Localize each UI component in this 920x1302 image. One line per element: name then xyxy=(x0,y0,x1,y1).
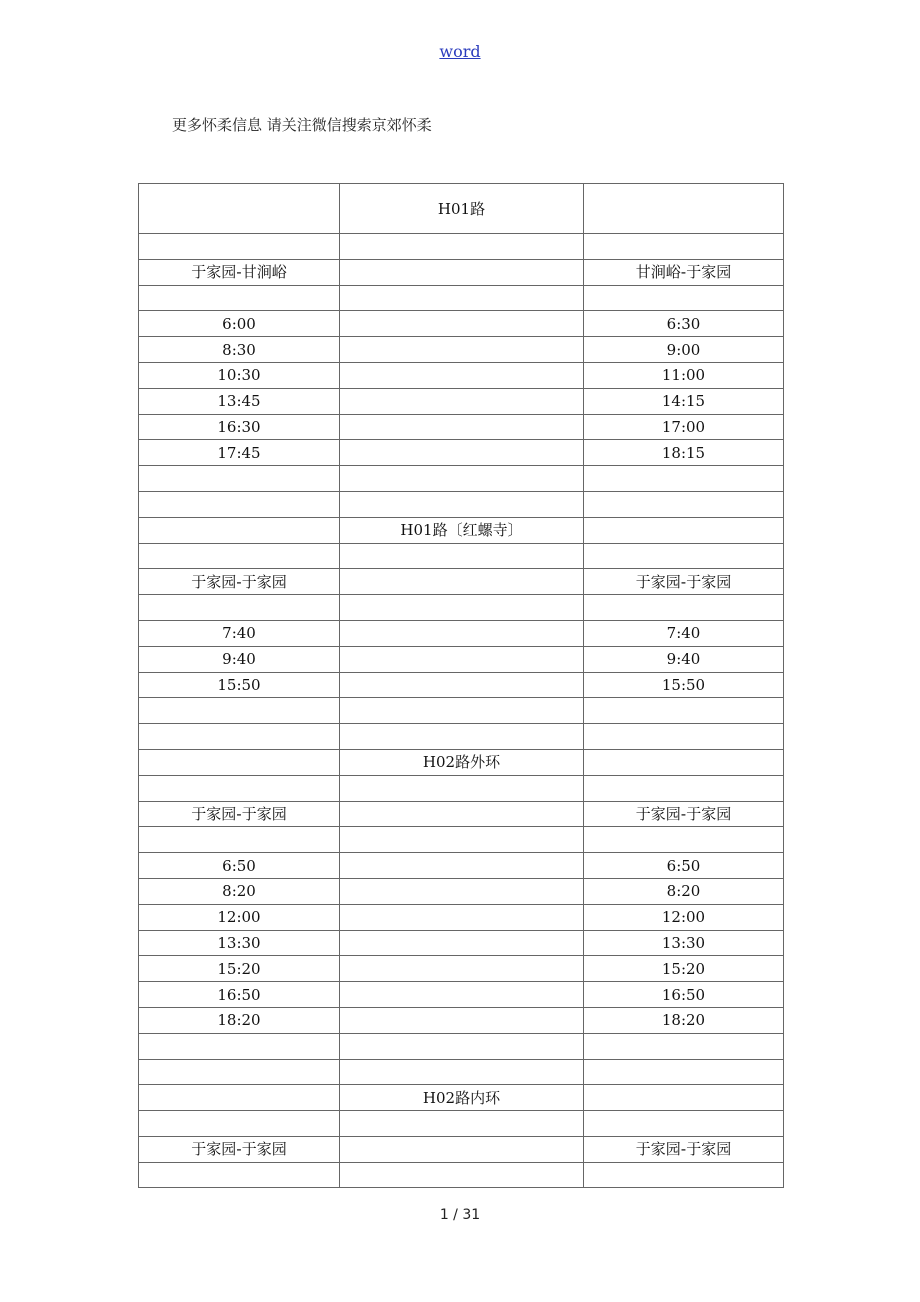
table-cell xyxy=(584,595,784,621)
table-cell xyxy=(340,362,584,388)
table-cell: H02路外环 xyxy=(340,749,584,775)
table-cell: 15:50 xyxy=(139,672,340,698)
page-number: 1 / 31 xyxy=(439,1207,481,1223)
table-cell xyxy=(340,259,584,285)
table-cell: 于家园-于家园 xyxy=(139,1136,340,1162)
table-cell xyxy=(584,749,784,775)
table-cell xyxy=(139,1033,340,1059)
table-row xyxy=(139,285,784,311)
table-cell: 15:20 xyxy=(584,956,784,982)
table-cell: 6:50 xyxy=(139,853,340,879)
table-cell xyxy=(584,184,784,234)
table-cell: 13:30 xyxy=(584,930,784,956)
table-cell: 10:30 xyxy=(139,362,340,388)
table-row xyxy=(139,1059,784,1085)
table-cell: 15:50 xyxy=(584,672,784,698)
table-cell: 于家园-于家园 xyxy=(584,1136,784,1162)
table-row xyxy=(139,1111,784,1137)
table-cell xyxy=(340,337,584,363)
table-cell: 甘涧峪-于家园 xyxy=(584,259,784,285)
table-cell: 16:50 xyxy=(139,982,340,1008)
table-cell xyxy=(340,466,584,492)
table-cell xyxy=(139,749,340,775)
table-row xyxy=(139,1007,784,1033)
table-row xyxy=(139,724,784,750)
table-cell: 18:15 xyxy=(584,440,784,466)
table-cell: 15:20 xyxy=(139,956,340,982)
table-cell xyxy=(340,414,584,440)
table-cell: 14:15 xyxy=(584,388,784,414)
table-row xyxy=(139,672,784,698)
table-cell xyxy=(139,517,340,543)
table-cell xyxy=(340,930,584,956)
table-cell xyxy=(340,595,584,621)
table-cell xyxy=(340,620,584,646)
table-cell: 17:45 xyxy=(139,440,340,466)
table-cell xyxy=(340,1059,584,1085)
table-cell xyxy=(340,775,584,801)
table-cell xyxy=(340,956,584,982)
table-row xyxy=(139,1033,784,1059)
table-cell xyxy=(139,1111,340,1137)
table-cell xyxy=(584,1162,784,1188)
table-cell xyxy=(340,904,584,930)
table-cell: 7:40 xyxy=(584,620,784,646)
table-row xyxy=(139,982,784,1008)
table-row xyxy=(139,466,784,492)
table-cell xyxy=(139,775,340,801)
table-cell xyxy=(340,982,584,1008)
table-cell xyxy=(340,1111,584,1137)
table-row xyxy=(139,775,784,801)
table-cell xyxy=(340,801,584,827)
table-row xyxy=(139,362,784,388)
table-cell xyxy=(340,440,584,466)
table-cell xyxy=(340,569,584,595)
table-row xyxy=(139,491,784,517)
table-row xyxy=(139,956,784,982)
table-cell xyxy=(584,827,784,853)
table-cell xyxy=(340,234,584,260)
table-cell: 6:30 xyxy=(584,311,784,337)
table-cell xyxy=(139,466,340,492)
table-cell: 13:30 xyxy=(139,930,340,956)
table-row xyxy=(139,878,784,904)
table-cell xyxy=(340,878,584,904)
table-cell xyxy=(340,388,584,414)
table-cell xyxy=(340,1007,584,1033)
table-cell: 18:20 xyxy=(139,1007,340,1033)
table-row xyxy=(139,646,784,672)
table-cell: H01路〔红螺寺〕 xyxy=(340,517,584,543)
table-row xyxy=(139,337,784,363)
table-row xyxy=(139,930,784,956)
table-cell: 12:00 xyxy=(139,904,340,930)
table-cell xyxy=(139,698,340,724)
table-cell xyxy=(139,491,340,517)
table-cell xyxy=(340,1033,584,1059)
table-row xyxy=(139,595,784,621)
table-cell xyxy=(139,827,340,853)
table-cell xyxy=(584,285,784,311)
table-cell xyxy=(584,1059,784,1085)
table-cell: 于家园-于家园 xyxy=(584,569,784,595)
table-row xyxy=(139,517,784,543)
table-cell: 于家园-于家园 xyxy=(139,569,340,595)
table-row xyxy=(139,1136,784,1162)
table-row xyxy=(139,259,784,285)
table-cell xyxy=(584,775,784,801)
table-cell: 9:40 xyxy=(584,646,784,672)
table-cell xyxy=(340,311,584,337)
table-cell xyxy=(584,1085,784,1111)
table-cell xyxy=(340,543,584,569)
table-cell xyxy=(139,285,340,311)
table-cell: 12:00 xyxy=(584,904,784,930)
table-cell xyxy=(340,672,584,698)
table-cell xyxy=(340,853,584,879)
table-cell xyxy=(584,1033,784,1059)
table-row xyxy=(139,543,784,569)
table-row xyxy=(139,620,784,646)
table-cell: 7:40 xyxy=(139,620,340,646)
table-row xyxy=(139,1085,784,1111)
table-cell xyxy=(139,543,340,569)
table-cell: 18:20 xyxy=(584,1007,784,1033)
table-row xyxy=(139,853,784,879)
table-row xyxy=(139,388,784,414)
table-row xyxy=(139,698,784,724)
table-row xyxy=(139,801,784,827)
table-cell xyxy=(584,698,784,724)
table-cell: 9:00 xyxy=(584,337,784,363)
table-cell xyxy=(584,491,784,517)
table-row xyxy=(139,184,784,234)
table-cell xyxy=(584,466,784,492)
table-cell: 16:30 xyxy=(139,414,340,440)
table-cell xyxy=(139,184,340,234)
table-cell xyxy=(139,1059,340,1085)
table-row xyxy=(139,311,784,337)
table-cell: H02路内环 xyxy=(340,1085,584,1111)
table-cell xyxy=(584,543,784,569)
table-cell xyxy=(139,234,340,260)
table-cell xyxy=(340,491,584,517)
table-cell xyxy=(340,724,584,750)
table-cell: 8:30 xyxy=(139,337,340,363)
table-row xyxy=(139,440,784,466)
table-row xyxy=(139,749,784,775)
table-cell xyxy=(584,234,784,260)
table-cell xyxy=(340,285,584,311)
table-cell: 13:45 xyxy=(139,388,340,414)
table-cell: 8:20 xyxy=(584,878,784,904)
table-cell: 6:00 xyxy=(139,311,340,337)
wechat-notice-text: 更多怀柔信息 请关注微信搜索京郊怀柔 xyxy=(172,116,432,134)
table-cell xyxy=(584,1111,784,1137)
bus-timetable xyxy=(138,183,784,1188)
table-cell: 于家园-甘涧峪 xyxy=(139,259,340,285)
table-cell xyxy=(139,724,340,750)
table-row xyxy=(139,904,784,930)
word-header-link[interactable]: word xyxy=(439,42,481,61)
table-cell xyxy=(340,827,584,853)
table-cell: 17:00 xyxy=(584,414,784,440)
table-row xyxy=(139,234,784,260)
table-cell: 于家园-于家园 xyxy=(139,801,340,827)
table-row xyxy=(139,827,784,853)
table-row xyxy=(139,1162,784,1188)
table-cell: H01路 xyxy=(340,184,584,234)
table-cell xyxy=(340,1136,584,1162)
table-cell: 16:50 xyxy=(584,982,784,1008)
table-cell xyxy=(584,517,784,543)
table-cell xyxy=(584,724,784,750)
table-cell: 8:20 xyxy=(139,878,340,904)
table-cell: 6:50 xyxy=(584,853,784,879)
table-cell xyxy=(340,646,584,672)
table-cell xyxy=(139,595,340,621)
table-cell xyxy=(340,1162,584,1188)
table-cell xyxy=(139,1162,340,1188)
table-cell: 于家园-于家园 xyxy=(584,801,784,827)
table-cell xyxy=(139,1085,340,1111)
table-cell: 9:40 xyxy=(139,646,340,672)
table-row xyxy=(139,414,784,440)
table-cell xyxy=(340,698,584,724)
table-row xyxy=(139,569,784,595)
table-cell: 11:00 xyxy=(584,362,784,388)
